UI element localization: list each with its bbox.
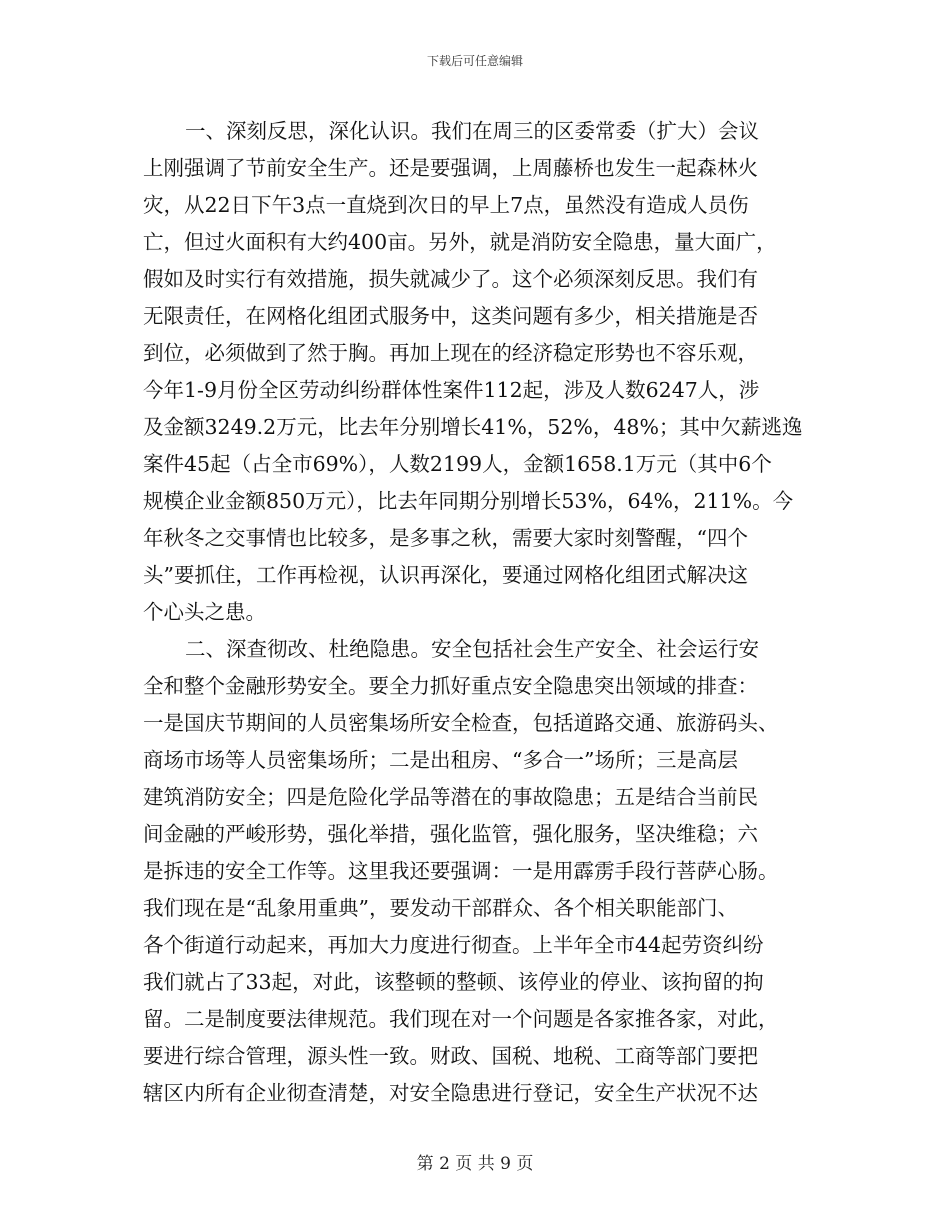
paragraph-line: 一、深刻反思，深化认识。我们在周三的区委常委（扩大）会议 — [185, 119, 759, 143]
paragraph-line: 要进行综合管理，源头性一致。财政、国税、地税、工商等部门要把 — [143, 1044, 758, 1068]
document-body — [143, 113, 813, 1112]
paragraph-line: 建筑消防安全；四是危险化学品等潜在的事故隐患；五是结合当前民 — [143, 785, 758, 809]
paragraph-line: 我们现在是“乱象用重典”，要发动干部群众、各个相关职能部门、 — [143, 896, 738, 920]
paragraph-line: 假如及时实行有效措施，损失就减少了。这个必须深刻反思。我们有 — [143, 267, 758, 291]
paragraph-line: 辖区内所有企业彻查清楚，对安全隐患进行登记，安全生产状况不达 — [143, 1081, 758, 1105]
paragraph-line: 案件45起（占全市69%），人数2199人，金额1658.1万元（其中6个 — [143, 452, 772, 476]
paragraph-line: 到位，必须做到了然于胸。再加上现在的经济稳定形势也不容乐观， — [143, 341, 758, 365]
paragraph-line: 二、深查彻改、杜绝隐患。安全包括社会生产安全、社会运行安 — [185, 637, 759, 661]
paragraph-line: 一是国庆节期间的人员密集场所安全检查，包括道路交通、旅游码头、 — [143, 711, 779, 735]
paragraph-line: 灾，从22日下午3点一直烧到次日的早上7点，虽然没有造成人员伤 — [143, 193, 749, 217]
page-header-note: 下载后可任意编辑 — [426, 54, 523, 68]
paragraph-line: 个心头之患。 — [143, 600, 266, 624]
paragraph-line: 间金融的严峻形势，强化举措，强化监管，强化服务，坚决维稳；六 — [143, 822, 758, 846]
paragraph-line: 我们就占了33起，对此，该整顿的整顿、该停业的停业、该拘留的拘 — [143, 970, 764, 994]
paragraph-line: 留。二是制度要法律规范。我们现在对一个问题是各家推各家，对此， — [143, 1007, 779, 1031]
paragraph-line: 及金额3249.2万元，比去年分别增长41%，52%，48%；其中欠薪逃逸 — [143, 415, 803, 439]
paragraph-line: 是拆违的安全工作等。这里我还要强调：一是用霹雳手段行菩萨心肠。 — [143, 859, 779, 883]
paragraph-line: 各个街道行动起来，再加大力度进行彻查。上半年全市44起劳资纠纷 — [143, 933, 764, 957]
paragraph-line: 年秋冬之交事情也比较多，是多事之秋，需要大家时刻警醒，“四个 — [143, 526, 748, 550]
paragraph-line: 今年1-9月份全区劳动纠纷群体性案件112起，涉及人数6247人，涉 — [143, 378, 760, 402]
paragraph-line: 商场市场等人员密集场所；二是出租房、“多合一”场所；三是高层 — [143, 748, 738, 772]
paragraph-line: 上刚强调了节前安全生产。还是要强调，上周藤桥也发生一起森林火 — [143, 156, 758, 180]
paragraph-line: 无限责任，在网格化组团式服务中，这类问题有多少，相关措施是否 — [143, 304, 758, 328]
paragraph-line: 亡，但过火面积有大约400亩。另外，就是消防安全隐患，量大面广， — [143, 230, 777, 254]
paragraph-line: 头”要抓住，工作再检视，认识再深化，要通过网格化组团式解决这 — [143, 563, 748, 587]
paragraph-line: 全和整个金融形势安全。要全力抓好重点安全隐患突出领域的排查： — [143, 674, 758, 698]
paragraph-line: 规模企业金额850万元），比去年同期分别增长53%，64%，211%。今 — [143, 489, 794, 513]
page-number: 第 2 页 共 9 页 — [416, 1154, 534, 1174]
